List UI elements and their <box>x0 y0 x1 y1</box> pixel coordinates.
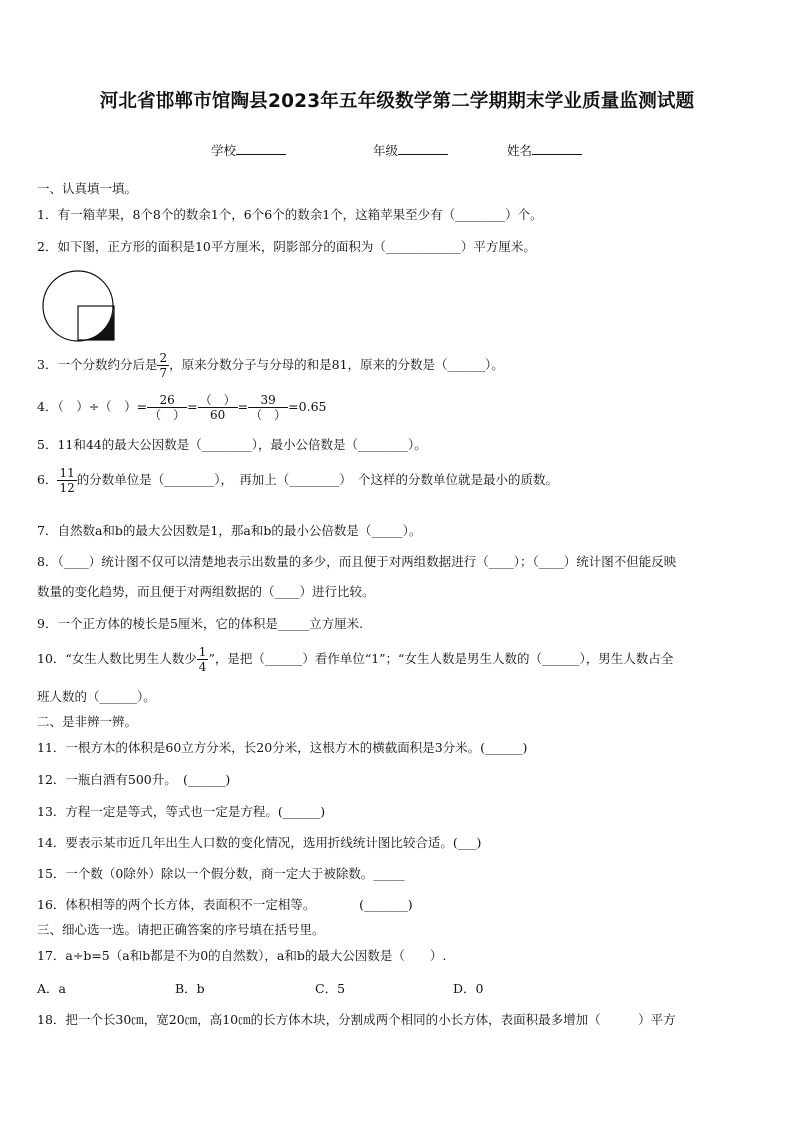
fraction-11-12: $\frac{11}{12}$ <box>59 466 75 495</box>
name-blank[interactable] <box>532 142 582 155</box>
section-3-heading: 三、细心选一选。请把正确答案的序号填在括号里。 <box>37 922 325 937</box>
question-10-line-1: 10．“女生人数比男生人数少 $\frac{1}{4}$ ”，是把（______）看作单位“1”；“女生人数是男生人数的（______），男生人数占全 <box>37 645 674 674</box>
question-4: 4．（ ）÷（ ）= $\frac{26}{( )}$ = $\frac{( )}{60}$ = $\frac{39}{( )}$ =0.65 <box>37 393 327 422</box>
question-13: 13．方程一定是等式，等式也一定是方程。(______) <box>37 804 326 819</box>
question-11: 11．一根方木的体积是60立方分米，长20分米，这根方木的横截面积是3分米。(______) <box>37 740 528 755</box>
fraction-2-7: $\frac{2}{7}$ <box>159 351 168 380</box>
question-12: 12．一瓶白酒有500升。 (______) <box>37 772 231 787</box>
q17-option-d[interactable]: D．0 <box>453 981 484 996</box>
question-15: 15．一个数（0除外）除以一个假分数，商一定大于被除数。_____ <box>37 866 405 881</box>
school-blank[interactable] <box>236 142 286 155</box>
fraction-1-4: $\frac{1}{4}$ <box>198 645 207 674</box>
fraction-39-blank: $\frac{39}{( )}$ <box>250 393 287 422</box>
section-1-heading: 一、认真填一填。 <box>37 181 138 196</box>
question-8-line-2: 数量的变化趋势，而且便于对两组数据的（____）进行比较。 <box>37 584 375 599</box>
question-3: 3．一个分数约分后是 $\frac{2}{7}$ ，原来分数分子与分母的和是81，原来的分数是（______）。 <box>37 351 504 380</box>
grade-label: 年级 <box>373 143 399 158</box>
question-16: 16．体积相等的两个长方体，表面积不一定相等。 (_______) <box>37 897 413 912</box>
question-6: 6． $\frac{11}{12}$ 的分数单位是（________）， 再加上（________） 个这样的分数单位就是最小的质数。 <box>37 466 558 495</box>
question-18: 18．把一个长30㎝，宽20㎝，高10㎝的长方体木块，分割成两个相同的小长方体，表面积最多增加（ ）平方 <box>37 1012 676 1027</box>
fraction-26-blank: $\frac{26}{( )}$ <box>149 393 186 422</box>
name-label: 姓名 <box>507 143 533 158</box>
name-field <box>507 141 582 159</box>
circle-square-figure <box>40 270 120 342</box>
question-1: 1．有一箱苹果，8个8个的数余1个，6个6个的数余1个，这箱苹果至少有（________）个。 <box>37 207 543 222</box>
section-2-heading: 二、是非辨一辨。 <box>37 714 138 729</box>
question-17: 17．a÷b=5（a和b都是不为0的自然数），a和b的最大公因数是（ ）. <box>37 948 447 963</box>
question-8-line-1: 8．（____）统计图不仅可以清楚地表示出数量的多少，而且便于对两组数据进行（____）；（____）统计图不但能反映 <box>37 554 677 569</box>
grade-field <box>373 141 448 159</box>
question-2: 2．如下图，正方形的面积是10平方厘米，阴影部分的面积为（____________）平方厘米。 <box>37 239 536 254</box>
q17-option-a[interactable]: A．a <box>37 981 66 996</box>
question-5: 5．11和44的最大公因数是（________），最小公倍数是（________）。 <box>37 437 427 452</box>
question-7: 7．自然数a和b的最大公因数是1，那a和b的最小公倍数是（_____）。 <box>37 523 422 538</box>
question-10-line-2: 班人数的（______）。 <box>37 689 156 704</box>
grade-blank[interactable] <box>398 142 448 155</box>
school-field <box>211 141 286 159</box>
q17-option-b[interactable]: B．b <box>175 981 205 996</box>
question-9: 9．一个正方体的棱长是5厘米，它的体积是_____立方厘米. <box>37 616 364 631</box>
school-label: 学校 <box>211 143 237 158</box>
fraction-blank-60: $\frac{( )}{60}$ <box>199 393 236 422</box>
question-14: 14．要表示某市近几年出生人口数的变化情况，选用折线统计图比较合适。(___) <box>37 835 482 850</box>
q17-option-c[interactable]: C．5 <box>315 981 346 996</box>
page-title: 河北省邯郸市馆陶县2023年五年级数学第二学期期末学业质量监测试题 <box>99 91 695 112</box>
